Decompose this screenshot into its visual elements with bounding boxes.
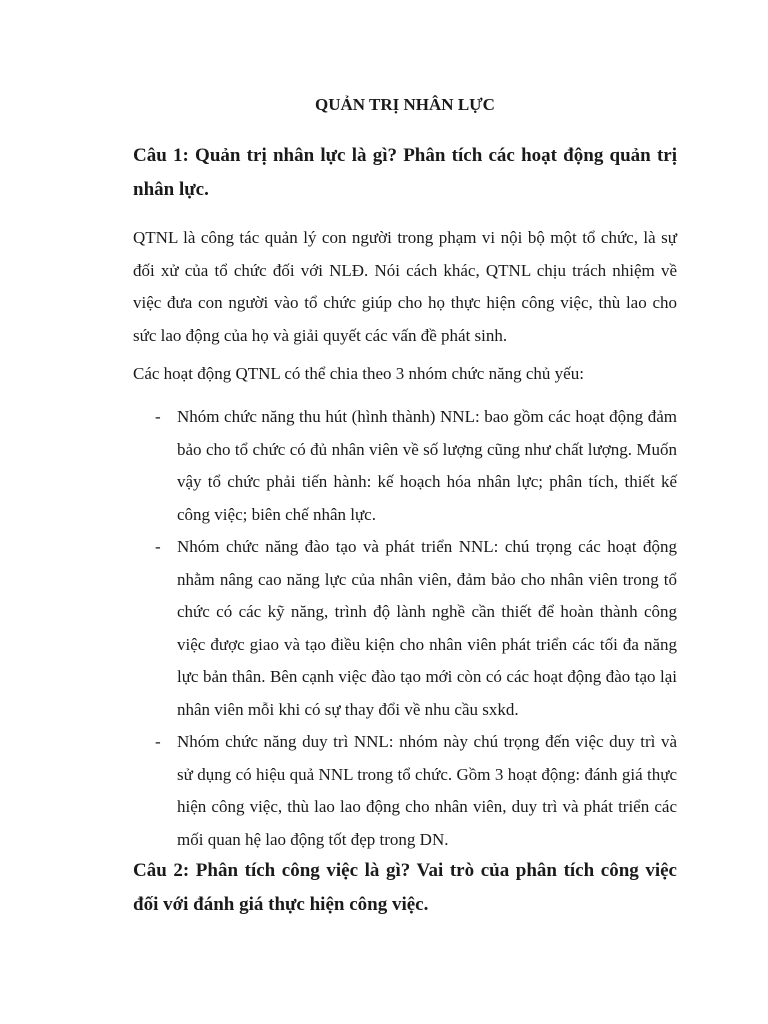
list-item <box>133 531 677 726</box>
paragraph-definition: QTNL là công tác quản lý con người trong phạm vi nội bộ một tổ chức, là sự đối xử của tổ chức đối với NLĐ. Nói cách khác, QTNL chịu trách nhiệm về việc đưa con người vào tổ chức giúp cho họ thực hiện công việc, thù lao cho sức lao động của họ và giải quyết các vấn đề phát sinh. <box>133 228 677 345</box>
paragraph-activities-intro: Các hoạt động QTNL có thể chia theo 3 nhóm chức năng chủ yếu: <box>133 364 584 383</box>
list-item-text: Nhóm chức năng thu hút (hình thành) NNL: bao gồm các hoạt động đảm bảo cho tổ chức có đủ nhân viên về số lượng cũng như chất lượng. Muốn vậy tổ chức phải tiến hành: kế hoạch hóa nhân lực; phân tích, thiết kế công việc; biên chế nhân lực. <box>177 407 677 524</box>
question-1-heading: Câu 1: Quản trị nhân lực là gì? Phân tích các hoạt động quản trị nhân lực. <box>133 145 677 200</box>
bullet-dash: - <box>155 537 161 556</box>
bullet-dash: - <box>155 407 161 426</box>
list-item <box>133 401 677 531</box>
bullet-dash: - <box>155 732 161 751</box>
list-item-text: Nhóm chức năng duy trì NNL: nhóm này chú trọng đến việc duy trì và sử dụng có hiệu quả NNL trong tổ chức. Gồm 3 hoạt động: đánh giá thực hiện công việc, thù lao lao động cho nhân viên, duy trì và phát triển các mối quan hệ lao động tốt đẹp trong DN. <box>177 732 677 849</box>
list-item <box>133 726 677 856</box>
list-item-text: Nhóm chức năng đào tạo và phát triển NNL: chú trọng các hoạt động nhằm nâng cao năng lực của nhân viên, đảm bảo cho nhân viên trong tổ chức có các kỹ năng, trình độ lành nghề cần thiết để hoàn thành công việc được giao và tạo điều kiện cho nhân viên phát triển các tối đa năng lực bản thân. Bên cạnh việc đào tạo mới còn có các hoạt động đào tạo lại nhân viên mỗi khi có sự thay đổi về nhu cầu sxkd. <box>177 537 677 719</box>
document-title: QUẢN TRỊ NHÂN LỰC <box>315 95 495 114</box>
question-2-heading: Câu 2: Phân tích công việc là gì? Vai trò của phân tích công việc đối với đánh giá thực hiện công việc. <box>133 860 677 915</box>
activities-list <box>133 401 677 856</box>
